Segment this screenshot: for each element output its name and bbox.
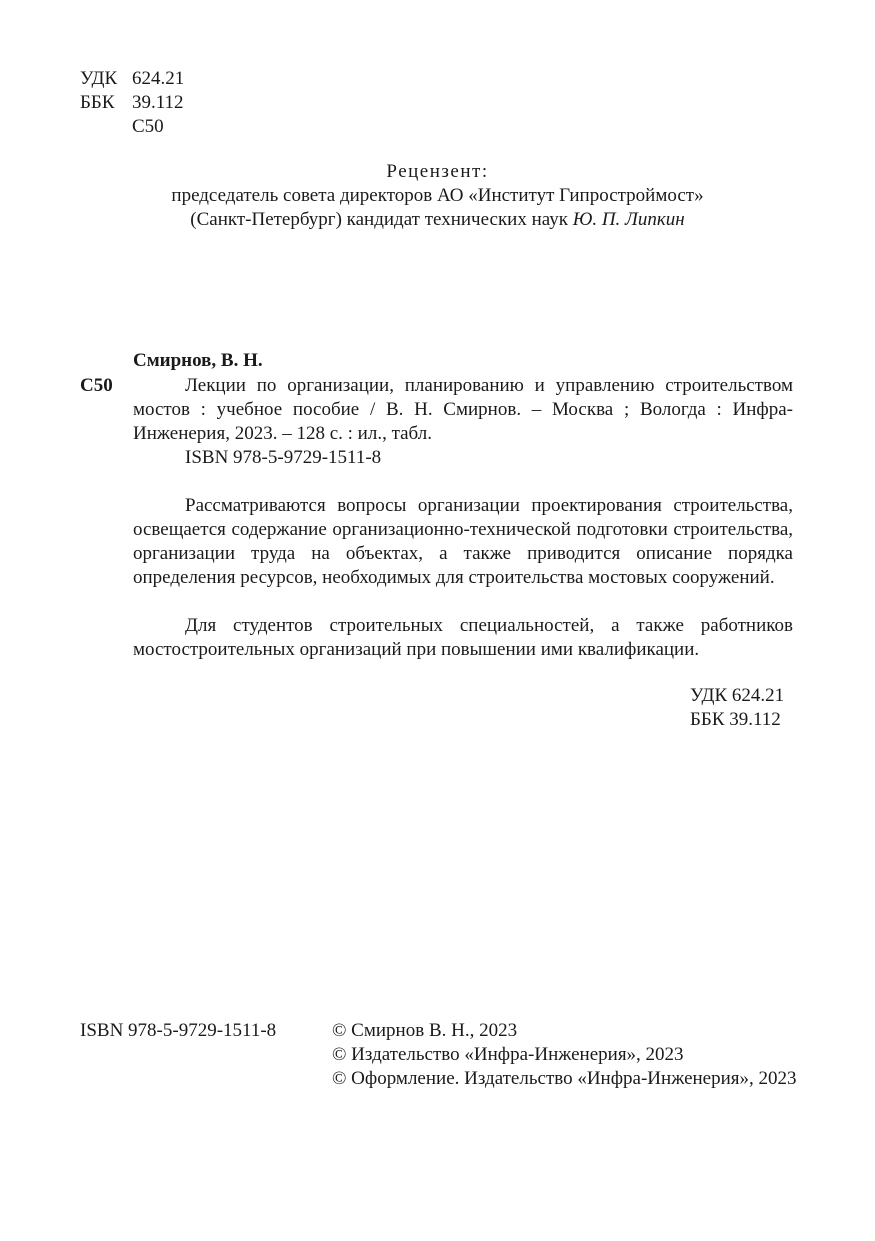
reviewer-line-2 — [0, 208, 875, 232]
udk-value: 624.21 — [132, 68, 185, 89]
udk-row — [80, 67, 184, 91]
copyright-publisher: © Издательство «Инфра-Инженерия», 2023 — [332, 1044, 684, 1065]
bibliographic-code: С50 — [80, 375, 113, 396]
right-bbk: ББК 39.112 — [690, 709, 781, 730]
reviewer-name: Ю. П. Липкин — [572, 209, 685, 230]
copyright-author: © Смирнов В. Н., 2023 — [332, 1020, 518, 1041]
reviewer-heading: Рецензент: — [386, 161, 489, 182]
bbk-label: ББК — [80, 92, 115, 113]
bbk-value: 39.112 — [132, 92, 184, 113]
copyright-design: © Оформление. Издательство «Инфра-Инженерия», 2023 — [332, 1068, 797, 1089]
bibliographic-isbn: ISBN 978-5-9729-1511-8 — [185, 447, 382, 468]
udk-label: УДК — [80, 68, 118, 89]
annotation-paragraph-2: Для студентов строительных специальностей, а также работников мостостроительных организаций при повышении ими квалификации. — [133, 615, 793, 660]
footer-isbn: ISBN 978-5-9729-1511-8 — [80, 1020, 277, 1041]
bbk-row — [80, 91, 184, 115]
reviewer-line-1: председатель совета директоров АО «Институт Гипростроймост» — [171, 185, 704, 206]
author-sign-row — [80, 115, 164, 139]
right-udk: УДК 624.21 — [690, 685, 785, 706]
author-sign: С50 — [132, 116, 164, 137]
annotation-paragraph-1: Рассматриваются вопросы организации проектирования строительства, освещается содержание организационно-технической подготовки строительства, организации труда на объектах, а также приводится описание порядка определения ресурсов, необходимых для строительства мостовых сооружений. — [133, 495, 793, 588]
author-heading: Смирнов, В. Н. — [133, 350, 263, 371]
reviewer-affiliation: (Санкт-Петербург) кандидат технических наук — [190, 209, 573, 230]
bibliographic-description: Лекции по организации, планированию и управлению строительством мостов : учебное пособие / В. Н. Смирнов. – Москва ; Вологда : Инфра-Инженерия, 2023. – 128 с. : ил., табл. — [133, 375, 793, 444]
